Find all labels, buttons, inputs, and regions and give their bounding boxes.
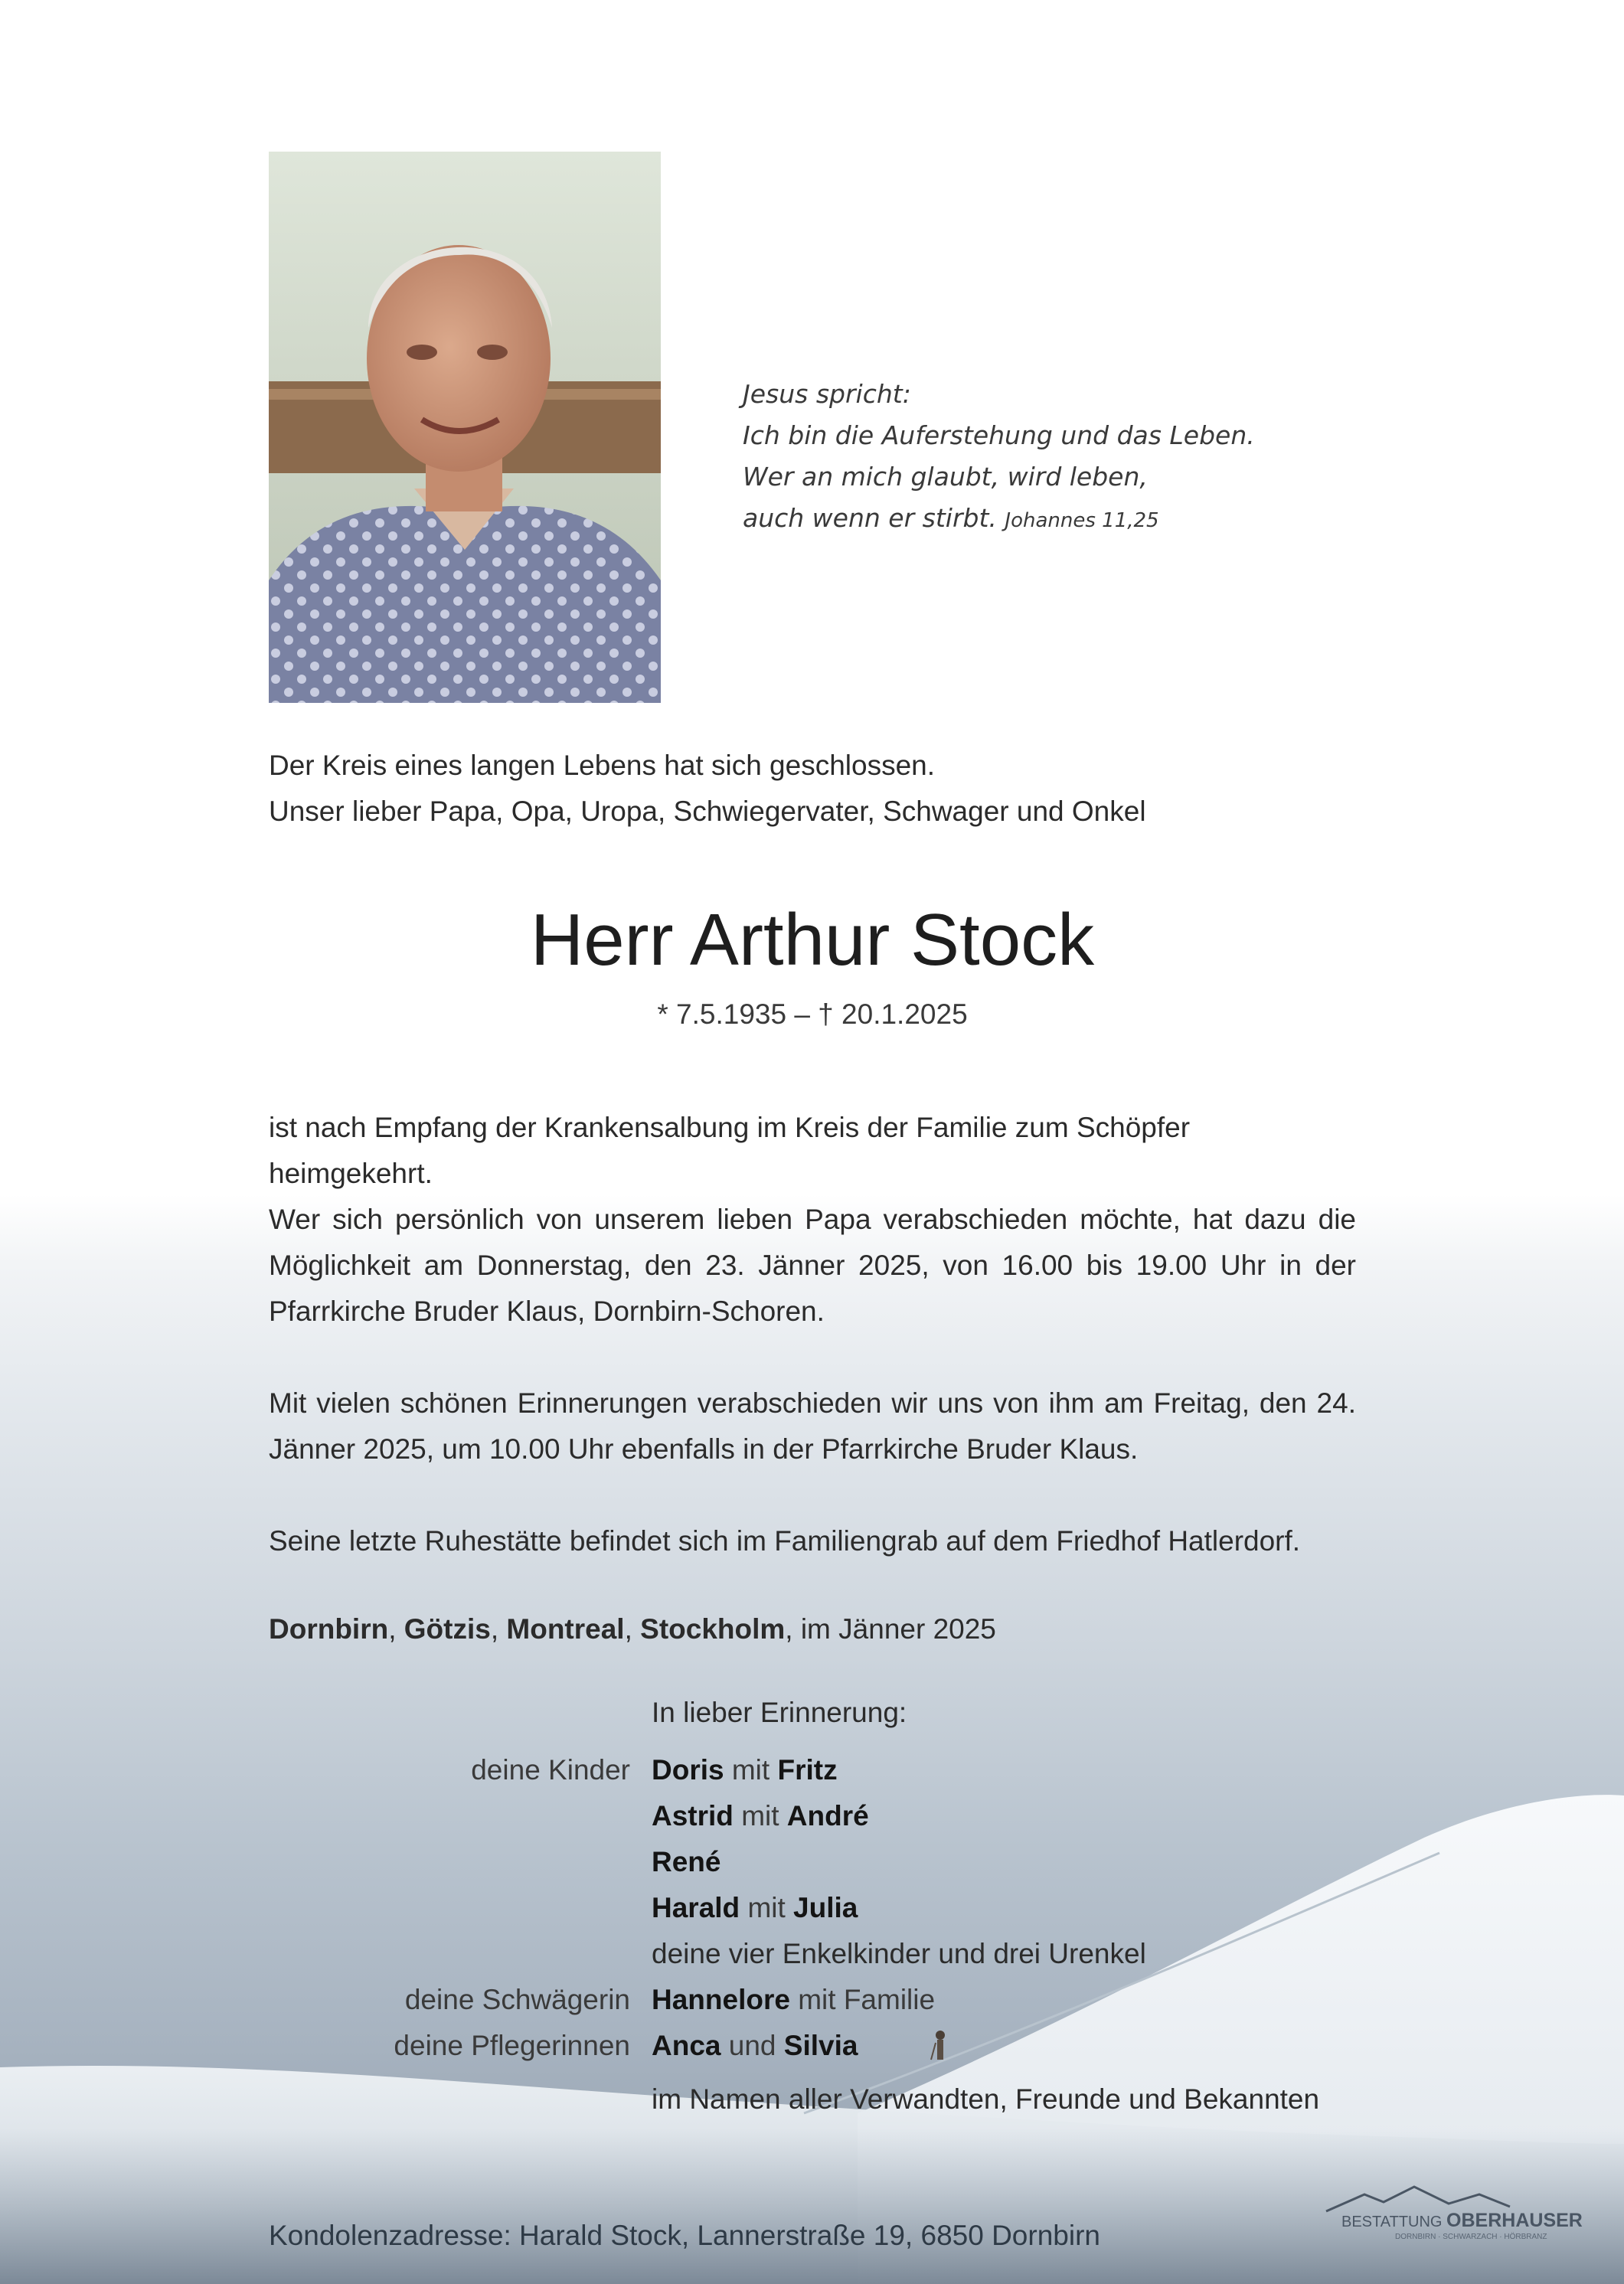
logo-name: BESTATTUNG OBERHAUSER [1341, 2210, 1583, 2231]
quote-line [743, 498, 1355, 541]
condolence-address: Kondolenzadresse: Harald Stock, Lannerstraße 19, 6850 Dornbirn [269, 2220, 1100, 2251]
family-row [269, 2023, 1356, 2069]
place: Götzis [404, 1613, 491, 1645]
family-row [269, 1839, 1356, 1885]
family-row [269, 1793, 1356, 1839]
family-heading: In lieber Erinnerung: [652, 1697, 907, 1728]
places-and-date: Dornbirn, Götzis, Montreal, Stockholm, im Jänner 2025 [269, 1613, 996, 1645]
relation-label: deine Pflegerinnen [394, 2030, 630, 2061]
family-names: Doris mit Fritz [652, 1754, 838, 1786]
place: Montreal [506, 1613, 625, 1645]
quote-line: Jesus spricht: [743, 379, 911, 409]
grandchildren-text: deine vier Enkelkinder und drei Urenkel [652, 1938, 1146, 1969]
quote-line: Ich bin die Auferstehung und das Leben. [743, 420, 1255, 450]
closing-text: im Namen aller Verwandten, Freunde und Bekannten [652, 2083, 1320, 2115]
paragraph-burial: Seine letzte Ruhestätte befindet sich im Familiengrab auf dem Friedhof Hatlerdorf. [269, 1525, 1301, 1557]
family-row [269, 1977, 1356, 2023]
family-names: Harald mit Julia [652, 1892, 858, 1923]
family-row [269, 1885, 1356, 1931]
quote-reference: Johannes 11,25 [1005, 509, 1159, 532]
intro-line-1: Der Kreis eines langen Lebens hat sich geschlossen. [269, 750, 936, 781]
quote-line-text: auch wenn er stirbt. [743, 503, 997, 533]
family-heading-row [269, 1690, 1356, 1736]
relation-label: deine Kinder [471, 1754, 630, 1786]
family-names: Astrid mit André [652, 1800, 869, 1831]
portrait-photo [269, 152, 661, 703]
paragraph-passing: ist nach Empfang der Krankensalbung im Kreis der Familie zum Schöpfer heimgekehrt. [269, 1112, 1191, 1189]
paragraph-funeral: Mit vielen schönen Erinnerungen verabschieden wir uns von ihm am Freitag, den 24. Jänner 2025, um 10.00 Uhr ebenfalls in der Pfarrkirche Bruder Klaus. [269, 1387, 1356, 1465]
deceased-name: Herr Arthur Stock [530, 899, 1095, 981]
life-dates: * 7.5.1935 – † 20.1.2025 [657, 998, 968, 1030]
family-names: René [652, 1846, 721, 1877]
intro-text [269, 743, 1356, 835]
relation-label: deine Schwägerin [404, 1984, 630, 2015]
quote-line: Wer an mich glaubt, wird leben, [743, 462, 1148, 492]
bible-quote [743, 374, 1355, 541]
family-names: Hannelore mit Familie [652, 1984, 936, 2015]
paragraph-viewing: Wer sich persönlich von unserem lieben Papa verabschieden möchte, hat dazu die Möglichkeit am Donnerstag, den 23. Jänner 2025, von 16.00 bis 19.00 Uhr in der Pfarrkirche Bruder Klaus, Dornbirn-Schoren. [269, 1204, 1356, 1327]
funeral-home-logo [1311, 2184, 1583, 2245]
date-suffix: , im Jänner 2025 [785, 1613, 996, 1645]
family-row [269, 1747, 1356, 1793]
logo-locations: DORNBIRN · SCHWARZACH · HÖRBRANZ [1395, 2233, 1547, 2241]
family-names: Anca und Silvia [652, 2030, 858, 2061]
intro-line-2: Unser lieber Papa, Opa, Uropa, Schwiegervater, Schwager und Onkel [269, 796, 1146, 827]
place: Stockholm [640, 1613, 786, 1645]
place: Dornbirn [269, 1613, 389, 1645]
family-row [269, 1931, 1356, 1977]
family-row [269, 2077, 1356, 2122]
